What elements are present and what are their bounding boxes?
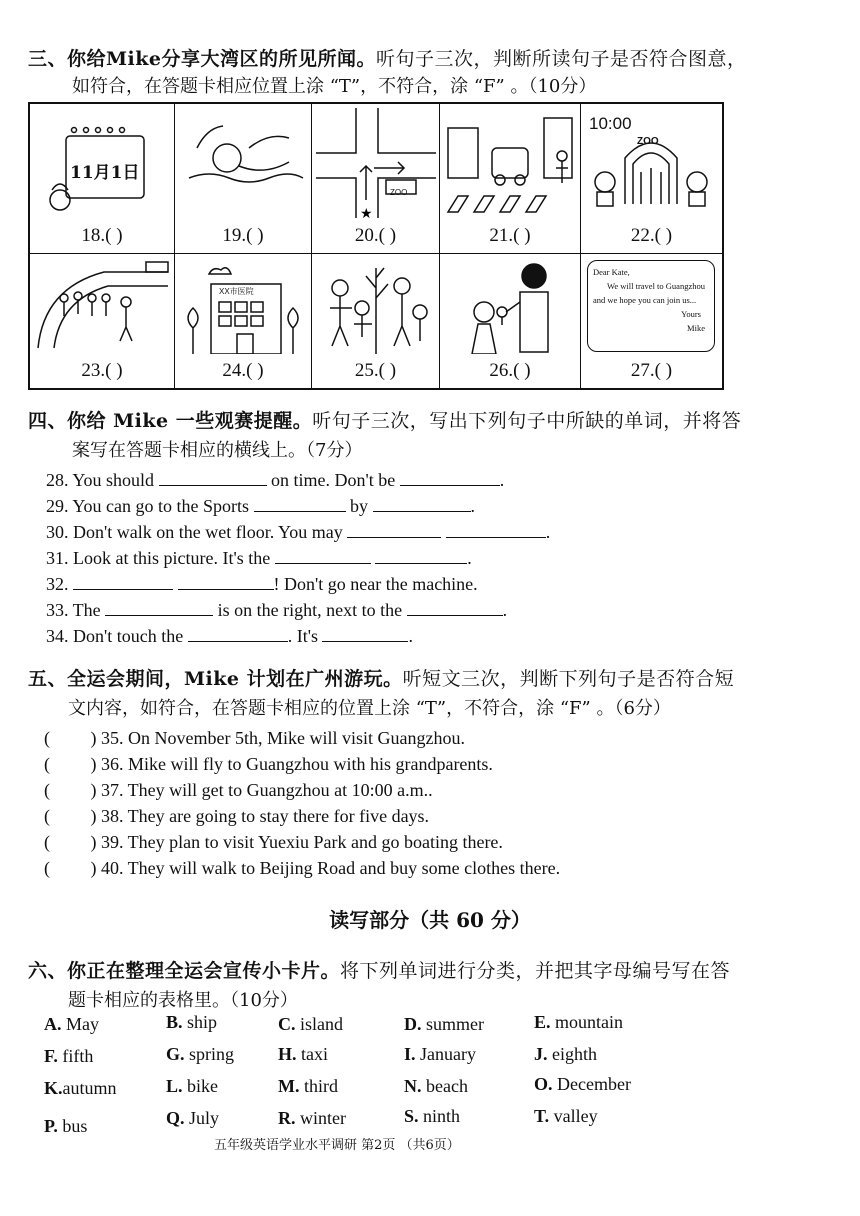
blank[interactable] <box>400 471 500 486</box>
question-39: ( ) 39. They plan to visit Yuexiu Park and go boating there. <box>44 832 503 852</box>
word-item: B. ship <box>166 1012 218 1032</box>
answer-20: 20.( ) <box>354 225 397 246</box>
answer-23: 23.( ) <box>81 360 123 381</box>
answer-21: 21.( ) <box>489 225 531 246</box>
word-item: P. bus <box>44 1116 88 1136</box>
blank[interactable] <box>373 497 471 512</box>
time-label: 10:00 <box>589 114 632 133</box>
picture-26 <box>440 254 581 388</box>
word-item: I. January <box>404 1044 476 1064</box>
blank[interactable] <box>347 523 441 538</box>
picture-19 <box>175 104 312 254</box>
section-5-title: 五、全运会期间，Mike 计划在广州游玩。听短文三次，判断下列句子是否符合短 <box>28 668 735 690</box>
word-item: E. mountain <box>534 1012 624 1032</box>
answer-18: 18.( ) <box>81 225 123 246</box>
word-item: A. May <box>44 1014 99 1034</box>
blank[interactable] <box>322 627 408 642</box>
word-item: K.autumn <box>44 1078 117 1098</box>
section-3-title: 三、你给Mike分享大湾区的所见所闻。听句子三次，判断所读句子是否符合图意， <box>28 48 747 70</box>
word-item: H. taxi <box>278 1044 329 1064</box>
picture-25 <box>312 254 440 388</box>
question-37: ( ) 37. They will get to Guangzhou at 10:00 a.m.. <box>44 780 433 800</box>
picture-24 <box>175 254 312 388</box>
blank[interactable] <box>105 601 213 616</box>
section-4-title: 四、你给 Mike 一些观赛提醒。听句子三次，写出下列句子中所缺的单词，并将答 <box>28 410 742 432</box>
word-item: J. eighth <box>534 1044 597 1064</box>
picture-27 <box>581 254 722 388</box>
blank[interactable] <box>159 471 267 486</box>
question-30: 30. Don't walk on the wet floor. You may . <box>46 522 551 542</box>
blank[interactable] <box>407 601 503 616</box>
section-6-instruction: 题卡相应的表格里。（10分） <box>68 990 298 1011</box>
page-footer: 五年级英语学业水平调研 第2页 （共6页） <box>214 1138 460 1153</box>
section-4-instruction: 案写在答题卡相应的横线上。（7分） <box>72 440 363 461</box>
word-item: C. island <box>278 1014 343 1034</box>
answer-25: 25.( ) <box>354 360 397 381</box>
question-34: 34. Don't touch the . It's . <box>46 626 413 646</box>
word-item: F. fifth <box>44 1046 94 1066</box>
blank[interactable] <box>254 497 346 512</box>
blank[interactable] <box>275 549 371 564</box>
zoo-gate-sign: ZOO <box>637 136 659 147</box>
question-35: ( ) 35. On November 5th, Mike will visit Guangzhou. <box>44 728 465 748</box>
question-28: 28. You should on time. Don't be . <box>46 470 505 490</box>
picture-grid <box>28 102 724 390</box>
calendar-date: 11月1日 <box>70 163 140 183</box>
answer-22: 22.( ) <box>630 225 673 246</box>
blank[interactable] <box>188 627 288 642</box>
answer-27: 27.( ) <box>630 360 673 381</box>
question-29: 29. You can go to the Sports by . <box>46 496 476 516</box>
blank[interactable] <box>73 575 173 590</box>
picture-22 <box>581 104 722 254</box>
word-item: D. summer <box>404 1014 484 1034</box>
svg-text:★: ★ <box>360 206 373 218</box>
part-heading: 读写部分（共 60 分） <box>329 908 531 932</box>
picture-20 <box>312 104 440 254</box>
word-item: L. bike <box>166 1076 219 1096</box>
word-item: O. December <box>534 1074 631 1094</box>
word-item: N. beach <box>404 1076 468 1096</box>
answer-24: 24.( ) <box>222 360 264 381</box>
word-item: Q. July <box>166 1108 220 1128</box>
blank[interactable] <box>178 575 274 590</box>
section-6-title: 六、你正在整理全运会宣传小卡片。将下列单词进行分类，并把其字母编号写在答 <box>28 960 731 982</box>
word-item: R. winter <box>278 1108 346 1128</box>
picture-23 <box>30 254 175 388</box>
word-item: S. ninth <box>404 1106 461 1126</box>
hospital-sign: XX市医院 <box>219 287 254 296</box>
question-38: ( ) 38. They are going to stay there for five days. <box>44 806 430 826</box>
word-item: G. spring <box>166 1044 235 1064</box>
question-40: ( ) 40. They will walk to Beijing Road and buy some clothes there. <box>44 858 561 878</box>
blank[interactable] <box>446 523 546 538</box>
question-33: 33. The is on the right, next to the . <box>46 600 508 620</box>
picture-21 <box>440 104 581 254</box>
answer-19: 19.( ) <box>222 225 264 246</box>
word-item: M. third <box>278 1076 338 1096</box>
blank[interactable] <box>375 549 467 564</box>
question-31: 31. Look at this picture. It's the . <box>46 548 472 568</box>
section-3-instruction: 如符合，在答题卡相应位置上涂 “T”，不符合，涂 “F” 。（10分） <box>72 76 597 97</box>
zoo-sign: ZOO <box>390 188 408 197</box>
postcard: Dear Kate, We will travel to Guangzhou and we hope you can join us... Yours Mike <box>587 260 715 352</box>
question-36: ( ) 36. Mike will fly to Guangzhou with his grandparents. <box>44 754 493 774</box>
section-5-instruction: 文内容，如符合，在答题卡相应的位置上涂 “T”，不符合，涂 “F” 。（6分） <box>68 698 671 719</box>
word-item: T. valley <box>534 1106 598 1126</box>
question-32: 32. ! Don't go near the machine. <box>46 574 478 594</box>
picture-18 <box>30 104 175 254</box>
answer-26: 26.( ) <box>489 360 531 381</box>
